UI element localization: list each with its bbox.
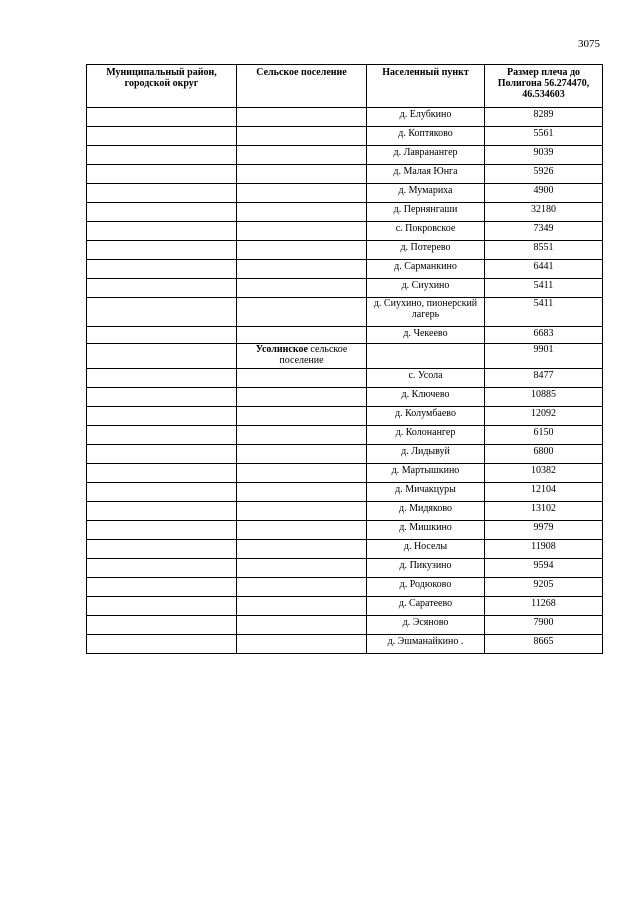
locality-cell: д. Саратеево xyxy=(367,597,485,616)
table-row xyxy=(87,483,603,502)
locality-cell: д. Мидяково xyxy=(367,502,485,521)
district-cell xyxy=(87,184,237,203)
table-row xyxy=(87,279,603,298)
table-row xyxy=(87,203,603,222)
table-row xyxy=(87,165,603,184)
table-row xyxy=(87,597,603,616)
rural-settlement-cell xyxy=(237,426,367,445)
district-cell xyxy=(87,616,237,635)
rural-settlement-cell xyxy=(237,388,367,407)
table-row xyxy=(87,426,603,445)
table-row xyxy=(87,222,603,241)
locality-cell: д. Малая Юнга xyxy=(367,165,485,184)
locality-cell: д. Эшманайкино . xyxy=(367,635,485,654)
distance-cell: 11908 xyxy=(485,540,603,559)
distance-cell: 6800 xyxy=(485,445,603,464)
locality-cell: д. Мичакцуры xyxy=(367,483,485,502)
locality-cell xyxy=(367,344,485,369)
table-row xyxy=(87,369,603,388)
distance-cell: 32180 xyxy=(485,203,603,222)
distance-cell: 9039 xyxy=(485,146,603,165)
distance-cell: 13102 xyxy=(485,502,603,521)
distance-cell: 8551 xyxy=(485,241,603,260)
rural-settlement-cell xyxy=(237,369,367,388)
district-cell xyxy=(87,578,237,597)
distance-cell: 8289 xyxy=(485,108,603,127)
rural-settlement-cell xyxy=(237,445,367,464)
locality-cell: д. Елубкино xyxy=(367,108,485,127)
rural-settlement-cell xyxy=(237,184,367,203)
rural-settlement-cell xyxy=(237,327,367,344)
distance-cell: 7349 xyxy=(485,222,603,241)
table-row xyxy=(87,616,603,635)
table-row xyxy=(87,184,603,203)
rural-settlement-cell xyxy=(237,298,367,327)
rural-settlement-suffix: сельское поселение xyxy=(279,344,348,366)
rural-settlement-cell xyxy=(237,127,367,146)
table-row xyxy=(87,578,603,597)
rural-settlement-cell xyxy=(237,502,367,521)
locality-cell: д. Пернянгаши xyxy=(367,203,485,222)
table-row xyxy=(87,298,603,327)
district-cell xyxy=(87,464,237,483)
locality-cell: д. Сиухино, пионерский лагерь xyxy=(367,298,485,327)
table-row xyxy=(87,521,603,540)
rural-settlement-cell xyxy=(237,108,367,127)
locality-cell: д. Лавранангер xyxy=(367,146,485,165)
district-cell xyxy=(87,407,237,426)
locality-cell: д. Колонангер xyxy=(367,426,485,445)
table-row xyxy=(87,445,603,464)
district-cell xyxy=(87,203,237,222)
distance-cell: 5411 xyxy=(485,279,603,298)
distance-cell: 12104 xyxy=(485,483,603,502)
rural-settlement-cell xyxy=(237,146,367,165)
rural-settlement-cell xyxy=(237,407,367,426)
rural-settlement-cell xyxy=(237,203,367,222)
settlements-table xyxy=(86,64,603,654)
header-distance: Размер плеча до Полигона 56.274470, 46.534603 xyxy=(485,65,603,108)
table-row xyxy=(87,127,603,146)
page-number: 3075 xyxy=(578,38,600,50)
rural-settlement-cell xyxy=(237,559,367,578)
rural-settlement-name: Усолинское xyxy=(255,344,308,355)
table-row xyxy=(87,464,603,483)
rural-settlement-cell xyxy=(237,165,367,184)
distance-cell: 6150 xyxy=(485,426,603,445)
district-cell xyxy=(87,521,237,540)
rural-settlement-cell xyxy=(237,260,367,279)
locality-cell: д. Носелы xyxy=(367,540,485,559)
locality-cell: с. Усола xyxy=(367,369,485,388)
distance-cell: 5411 xyxy=(485,298,603,327)
locality-cell: д. Сарманкино xyxy=(367,260,485,279)
table-row xyxy=(87,559,603,578)
locality-cell: д. Мишкино xyxy=(367,521,485,540)
district-cell xyxy=(87,327,237,344)
locality-cell: д. Потерево xyxy=(367,241,485,260)
district-cell xyxy=(87,165,237,184)
district-cell xyxy=(87,108,237,127)
distance-cell: 5926 xyxy=(485,165,603,184)
distance-cell: 9901 xyxy=(485,344,603,369)
district-cell xyxy=(87,635,237,654)
district-cell xyxy=(87,426,237,445)
distance-cell: 5561 xyxy=(485,127,603,146)
header-municipal-district: Муниципальный район, городской округ xyxy=(87,65,237,108)
rural-settlement-cell xyxy=(237,578,367,597)
locality-cell: д. Сиухино xyxy=(367,279,485,298)
table-row xyxy=(87,260,603,279)
locality-cell: д. Колумбаево xyxy=(367,407,485,426)
table-row xyxy=(87,241,603,260)
locality-cell: д. Пикузино xyxy=(367,559,485,578)
header-rural-settlement: Сельское поселение xyxy=(237,65,367,108)
rural-settlement-cell xyxy=(237,222,367,241)
district-cell xyxy=(87,369,237,388)
rural-settlement-cell xyxy=(237,241,367,260)
locality-cell: д. Коптяково xyxy=(367,127,485,146)
district-cell xyxy=(87,559,237,578)
locality-cell: д. Чекеево xyxy=(367,327,485,344)
distance-cell: 8665 xyxy=(485,635,603,654)
table-header-row xyxy=(87,65,603,108)
district-cell xyxy=(87,127,237,146)
rural-settlement-cell xyxy=(237,483,367,502)
locality-cell: д. Ключево xyxy=(367,388,485,407)
table-row xyxy=(87,327,603,344)
district-cell xyxy=(87,146,237,165)
district-cell xyxy=(87,298,237,327)
district-cell xyxy=(87,279,237,298)
rural-settlement-cell xyxy=(237,597,367,616)
locality-cell: д. Родюково xyxy=(367,578,485,597)
district-cell xyxy=(87,483,237,502)
rural-settlement-cell xyxy=(237,521,367,540)
table-row xyxy=(87,635,603,654)
header-locality: Населенный пункт xyxy=(367,65,485,108)
district-cell xyxy=(87,241,237,260)
distance-cell: 8477 xyxy=(485,369,603,388)
rural-settlement-cell xyxy=(237,344,367,369)
district-cell xyxy=(87,445,237,464)
table-row xyxy=(87,108,603,127)
table-row xyxy=(87,388,603,407)
locality-cell: д. Мартышкино xyxy=(367,464,485,483)
rural-settlement-cell xyxy=(237,635,367,654)
rural-settlement-cell xyxy=(237,616,367,635)
distance-cell: 9979 xyxy=(485,521,603,540)
distance-cell: 9594 xyxy=(485,559,603,578)
district-cell xyxy=(87,260,237,279)
rural-settlement-cell xyxy=(237,540,367,559)
distance-cell: 10382 xyxy=(485,464,603,483)
district-cell xyxy=(87,597,237,616)
table-row xyxy=(87,344,603,369)
district-cell xyxy=(87,388,237,407)
table-row xyxy=(87,146,603,165)
distance-cell: 6683 xyxy=(485,327,603,344)
distance-cell: 9205 xyxy=(485,578,603,597)
table-row xyxy=(87,502,603,521)
locality-cell: д. Эсяново xyxy=(367,616,485,635)
district-cell xyxy=(87,502,237,521)
table-row xyxy=(87,407,603,426)
district-cell xyxy=(87,540,237,559)
rural-settlement-cell xyxy=(237,279,367,298)
distance-cell: 11268 xyxy=(485,597,603,616)
distance-cell: 6441 xyxy=(485,260,603,279)
distance-cell: 4900 xyxy=(485,184,603,203)
locality-cell: д. Мумариха xyxy=(367,184,485,203)
distance-cell: 7900 xyxy=(485,616,603,635)
locality-cell: с. Покровское xyxy=(367,222,485,241)
distance-cell: 12092 xyxy=(485,407,603,426)
table-row xyxy=(87,540,603,559)
locality-cell: д. Лидывуй xyxy=(367,445,485,464)
distance-cell: 10885 xyxy=(485,388,603,407)
rural-settlement-cell xyxy=(237,464,367,483)
district-cell xyxy=(87,222,237,241)
district-cell xyxy=(87,344,237,369)
